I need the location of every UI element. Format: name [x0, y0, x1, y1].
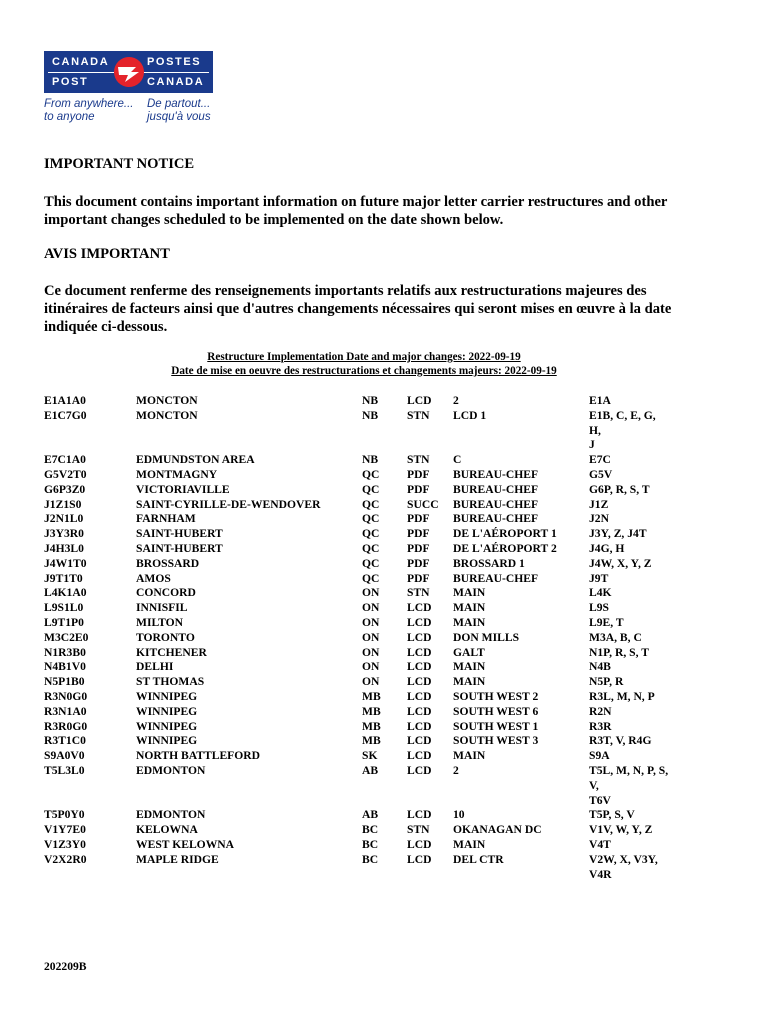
fsa-cell: V1V, W, Y, Z	[589, 823, 653, 837]
postal-code-cell: J4H3L0	[44, 541, 84, 555]
province-cell: QC	[362, 497, 380, 511]
postal-code-cell: J2N1L0	[44, 512, 84, 526]
office-type-cell: PDF	[407, 482, 430, 496]
fsa-cell: M3A, B, C	[589, 630, 642, 644]
office-type-cell: STN	[407, 408, 430, 422]
logo-box	[44, 51, 213, 93]
province-cell: QC	[362, 482, 380, 496]
fsa-cell-continuation: H, J	[589, 423, 601, 452]
office-name-cell: LCD 1	[453, 408, 487, 422]
province-cell: MB	[362, 689, 381, 703]
office-type-cell: PDF	[407, 527, 430, 541]
fsa-cell: N1P, R, S, T	[589, 645, 649, 659]
province-cell: ON	[362, 601, 380, 615]
province-cell: QC	[362, 512, 380, 526]
fsa-cell: V4T	[589, 837, 611, 851]
office-type-cell: LCD	[407, 808, 432, 822]
office-type-cell: LCD	[407, 837, 432, 851]
fsa-cell: V2W, X, V3Y,	[589, 852, 658, 866]
province-cell: BC	[362, 852, 379, 866]
city-cell: SAINT-HUBERT	[136, 527, 223, 541]
city-cell: FARNHAM	[136, 512, 196, 526]
province-cell: ON	[362, 660, 380, 674]
office-name-cell: BUREAU-CHEF	[453, 467, 539, 481]
province-cell: NB	[362, 453, 379, 467]
table-caption	[44, 350, 684, 378]
office-name-cell: OKANAGAN DC	[453, 823, 542, 837]
city-cell: EDMONTON	[136, 763, 206, 777]
fsa-cell: E7C	[589, 453, 611, 467]
fsa-cell: E1B, C, E, G,	[589, 408, 656, 422]
province-cell: SK	[362, 749, 378, 763]
city-cell: NORTH BATTLEFORD	[136, 749, 261, 763]
office-name-cell: BUREAU-CHEF	[453, 482, 539, 496]
city-cell: EDMUNDSTON AREA	[136, 453, 255, 467]
office-name-cell: DON MILLS	[453, 630, 520, 644]
province-cell: MB	[362, 704, 381, 718]
office-type-cell: SUCC	[407, 497, 439, 511]
fsa-cell: G5V	[589, 467, 613, 481]
city-cell: MILTON	[136, 615, 184, 629]
fsa-cell: L9S	[589, 601, 609, 615]
fsa-cell: J9T	[589, 571, 609, 585]
province-cell: QC	[362, 556, 380, 570]
fsa-cell: T5P, S, V	[589, 808, 635, 822]
office-name-cell: C	[453, 453, 462, 467]
office-type-cell: LCD	[407, 734, 432, 748]
tagline-fr-line1: De partout...	[147, 98, 211, 110]
city-cell: DELHI	[136, 660, 174, 674]
office-type-cell: LCD	[407, 749, 432, 763]
office-name-cell: DE L'AÉROPORT 1	[453, 527, 557, 541]
postal-code-cell: M3C2E0	[44, 630, 89, 644]
fsa-cell: L4K	[589, 586, 612, 600]
office-name-cell: DE L'AÉROPORT 2	[453, 541, 557, 555]
fsa-cell: T5L, M, N, P, S,	[589, 763, 669, 777]
postal-code-cell: E1A1A0	[44, 394, 86, 407]
postal-code-cell: N1R3B0	[44, 645, 86, 659]
city-cell: WINNIPEG	[136, 734, 198, 748]
office-name-cell: MAIN	[453, 837, 486, 851]
office-type-cell: LCD	[407, 852, 432, 866]
postal-code-cell: L9T1P0	[44, 615, 84, 629]
notice-heading-fr: AVIS IMPORTANT	[44, 246, 170, 262]
office-type-cell: PDF	[407, 467, 430, 481]
city-cell: MONCTON	[136, 408, 198, 422]
city-cell: CONCORD	[136, 586, 196, 600]
office-type-cell: PDF	[407, 571, 430, 585]
postal-code-cell: L4K1A0	[44, 586, 87, 600]
office-type-cell: LCD	[407, 601, 432, 615]
office-type-cell: LCD	[407, 615, 432, 629]
office-type-cell: LCD	[407, 704, 432, 718]
office-name-cell: MAIN	[453, 615, 486, 629]
province-cell: QC	[362, 541, 380, 555]
office-type-cell: LCD	[407, 645, 432, 659]
fsa-cell: J2N	[589, 512, 609, 526]
caption-french: Date de mise en oeuvre des restructurations et changements majeurs: 2022-09-19	[171, 365, 557, 377]
province-cell: MB	[362, 734, 381, 748]
tagline-english	[44, 98, 133, 124]
fsa-cell: G6P, R, S, T	[589, 482, 650, 496]
fsa-cell: R2N	[589, 704, 612, 718]
logo-text-postes: POSTES	[147, 56, 202, 68]
province-cell: AB	[362, 808, 379, 822]
postal-code-cell: R3R0G0	[44, 719, 88, 733]
postal-code-cell: T5P0Y0	[44, 808, 85, 822]
postal-code-cell: L9S1L0	[44, 601, 84, 615]
office-type-cell: LCD	[407, 675, 432, 689]
city-cell: VICTORIAVILLE	[136, 482, 230, 496]
fsa-cell: N4B	[589, 660, 611, 674]
fsa-cell: N5P, R	[589, 675, 624, 689]
city-cell: KELOWNA	[136, 823, 198, 837]
office-type-cell: STN	[407, 823, 430, 837]
province-cell: QC	[362, 571, 380, 585]
postal-code-cell: R3T1C0	[44, 734, 86, 748]
fsa-cell: E1A	[589, 394, 611, 407]
city-cell: EDMONTON	[136, 808, 206, 822]
fsa-cell: J4G, H	[589, 541, 625, 555]
city-cell: MAPLE RIDGE	[136, 852, 219, 866]
city-cell: WINNIPEG	[136, 719, 198, 733]
tagline-en-line2: to anyone	[44, 111, 95, 123]
canada-post-logo	[44, 51, 216, 123]
city-cell: BROSSARD	[136, 556, 200, 570]
province-cell: ON	[362, 645, 380, 659]
postal-code-cell: R3N0G0	[44, 689, 88, 703]
office-type-cell: STN	[407, 453, 430, 467]
fsa-cell: J3Y, Z, J4T	[589, 527, 647, 541]
office-type-cell: LCD	[407, 394, 432, 407]
office-name-cell: SOUTH WEST 2	[453, 689, 539, 703]
postal-code-cell: N5P1B0	[44, 675, 85, 689]
postal-code-cell: J1Z1S0	[44, 497, 82, 511]
document-code: 202209B	[44, 960, 87, 973]
postal-code-cell: V2X2R0	[44, 852, 87, 866]
postal-code-cell: V1Z3Y0	[44, 837, 86, 851]
fsa-cell-continuation: V4R	[589, 867, 612, 881]
province-cell: AB	[362, 763, 379, 777]
notice-heading-en: IMPORTANT NOTICE	[44, 156, 195, 172]
postal-code-cell: V1Y7E0	[44, 823, 86, 837]
office-name-cell: MAIN	[453, 675, 486, 689]
province-cell: BC	[362, 837, 379, 851]
postal-code-cell: T5L3L0	[44, 763, 85, 777]
office-name-cell: GALT	[453, 645, 485, 659]
office-type-cell: PDF	[407, 541, 430, 555]
office-name-cell: 2	[453, 763, 459, 777]
city-cell: SAINT-HUBERT	[136, 541, 223, 555]
office-name-cell: 10	[453, 808, 465, 822]
province-cell: NB	[362, 408, 379, 422]
city-cell: WINNIPEG	[136, 704, 198, 718]
postal-code-cell: N4B1V0	[44, 660, 86, 674]
office-type-cell: LCD	[407, 660, 432, 674]
province-cell: ON	[362, 675, 380, 689]
province-cell: ON	[362, 630, 380, 644]
fsa-cell-continuation: V, T6V	[589, 778, 611, 807]
city-cell: MONCTON	[136, 394, 198, 407]
postal-code-cell: J9T1T0	[44, 571, 83, 585]
office-type-cell: LCD	[407, 719, 432, 733]
province-cell: NB	[362, 394, 379, 407]
province-cell: ON	[362, 586, 380, 600]
postal-code-cell: S9A0V0	[44, 749, 85, 763]
office-name-cell: DEL CTR	[453, 852, 504, 866]
city-cell: INNISFIL	[136, 601, 188, 615]
caption-english: Restructure Implementation Date and major changes: 2022-09-19	[207, 351, 521, 363]
fsa-cell: L9E, T	[589, 615, 624, 629]
office-name-cell: MAIN	[453, 660, 486, 674]
fsa-cell: J1Z	[589, 497, 609, 511]
logo-divider-right	[143, 72, 209, 73]
postal-code-cell: G6P3Z0	[44, 482, 86, 496]
office-name-cell: MAIN	[453, 601, 486, 615]
city-cell: TORONTO	[136, 630, 195, 644]
fsa-cell: R3R	[589, 719, 612, 733]
office-type-cell: PDF	[407, 512, 430, 526]
fsa-cell: J4W, X, Y, Z	[589, 556, 652, 570]
logo-text-post: POST	[52, 76, 89, 88]
office-name-cell: 2	[453, 394, 459, 407]
fsa-cell: R3L, M, N, P	[589, 689, 655, 703]
office-name-cell: SOUTH WEST 6	[453, 704, 539, 718]
province-cell: QC	[362, 527, 380, 541]
logo-divider-left	[48, 72, 114, 73]
logo-text-canada-en: CANADA	[52, 56, 110, 68]
city-cell: WEST KELOWNA	[136, 837, 235, 851]
office-type-cell: LCD	[407, 630, 432, 644]
office-name-cell: SOUTH WEST 3	[453, 734, 539, 748]
tagline-fr-line2: jusqu'à vous	[147, 111, 211, 123]
office-name-cell: BUREAU-CHEF	[453, 497, 539, 511]
postal-code-cell: G5V2T0	[44, 467, 87, 481]
province-cell: ON	[362, 615, 380, 629]
postal-code-cell: R3N1A0	[44, 704, 87, 718]
tagline-en-line1: From anywhere...	[44, 98, 134, 110]
office-name-cell: SOUTH WEST 1	[453, 719, 539, 733]
city-cell: WINNIPEG	[136, 689, 198, 703]
city-cell: ST THOMAS	[136, 675, 205, 689]
notice-body-en: This document contains important information on future major letter carrier restructures and other important changes scheduled to be implemented on the date shown below.	[44, 194, 668, 228]
office-type-cell: LCD	[407, 689, 432, 703]
logo-text-canada-fr: CANADA	[147, 76, 205, 88]
city-cell: KITCHENER	[136, 645, 207, 659]
fsa-cell: S9A	[589, 749, 610, 763]
postal-code-cell: E7C1A0	[44, 453, 86, 467]
province-cell: BC	[362, 823, 379, 837]
office-name-cell: MAIN	[453, 586, 486, 600]
office-name-cell: MAIN	[453, 749, 486, 763]
postal-code-cell: J3Y3R0	[44, 527, 84, 541]
city-cell: AMOS	[136, 571, 171, 585]
office-type-cell: LCD	[407, 763, 432, 777]
notice-body-fr: Ce document renferme des renseignements importants relatifs aux restructurations majeures des itinéraires de facteurs ainsi que d'autres changements nécessaires qui seront mises en œuvre à la date indiquée ci-dessous.	[44, 283, 672, 335]
province-cell: QC	[362, 467, 380, 481]
office-name-cell: BUREAU-CHEF	[453, 571, 539, 585]
office-type-cell: STN	[407, 586, 430, 600]
eagle-emblem-icon	[112, 52, 146, 92]
fsa-cell: R3T, V, R4G	[589, 734, 652, 748]
city-cell: MONTMAGNY	[136, 467, 218, 481]
office-type-cell: PDF	[407, 556, 430, 570]
city-cell: SAINT-CYRILLE-DE-WENDOVER	[136, 497, 321, 511]
province-cell: MB	[362, 719, 381, 733]
postal-code-cell: J4W1T0	[44, 556, 87, 570]
tagline-french	[147, 98, 211, 124]
office-name-cell: BUREAU-CHEF	[453, 512, 539, 526]
postal-code-cell: E1C7G0	[44, 408, 87, 422]
office-name-cell: BROSSARD 1	[453, 556, 525, 570]
